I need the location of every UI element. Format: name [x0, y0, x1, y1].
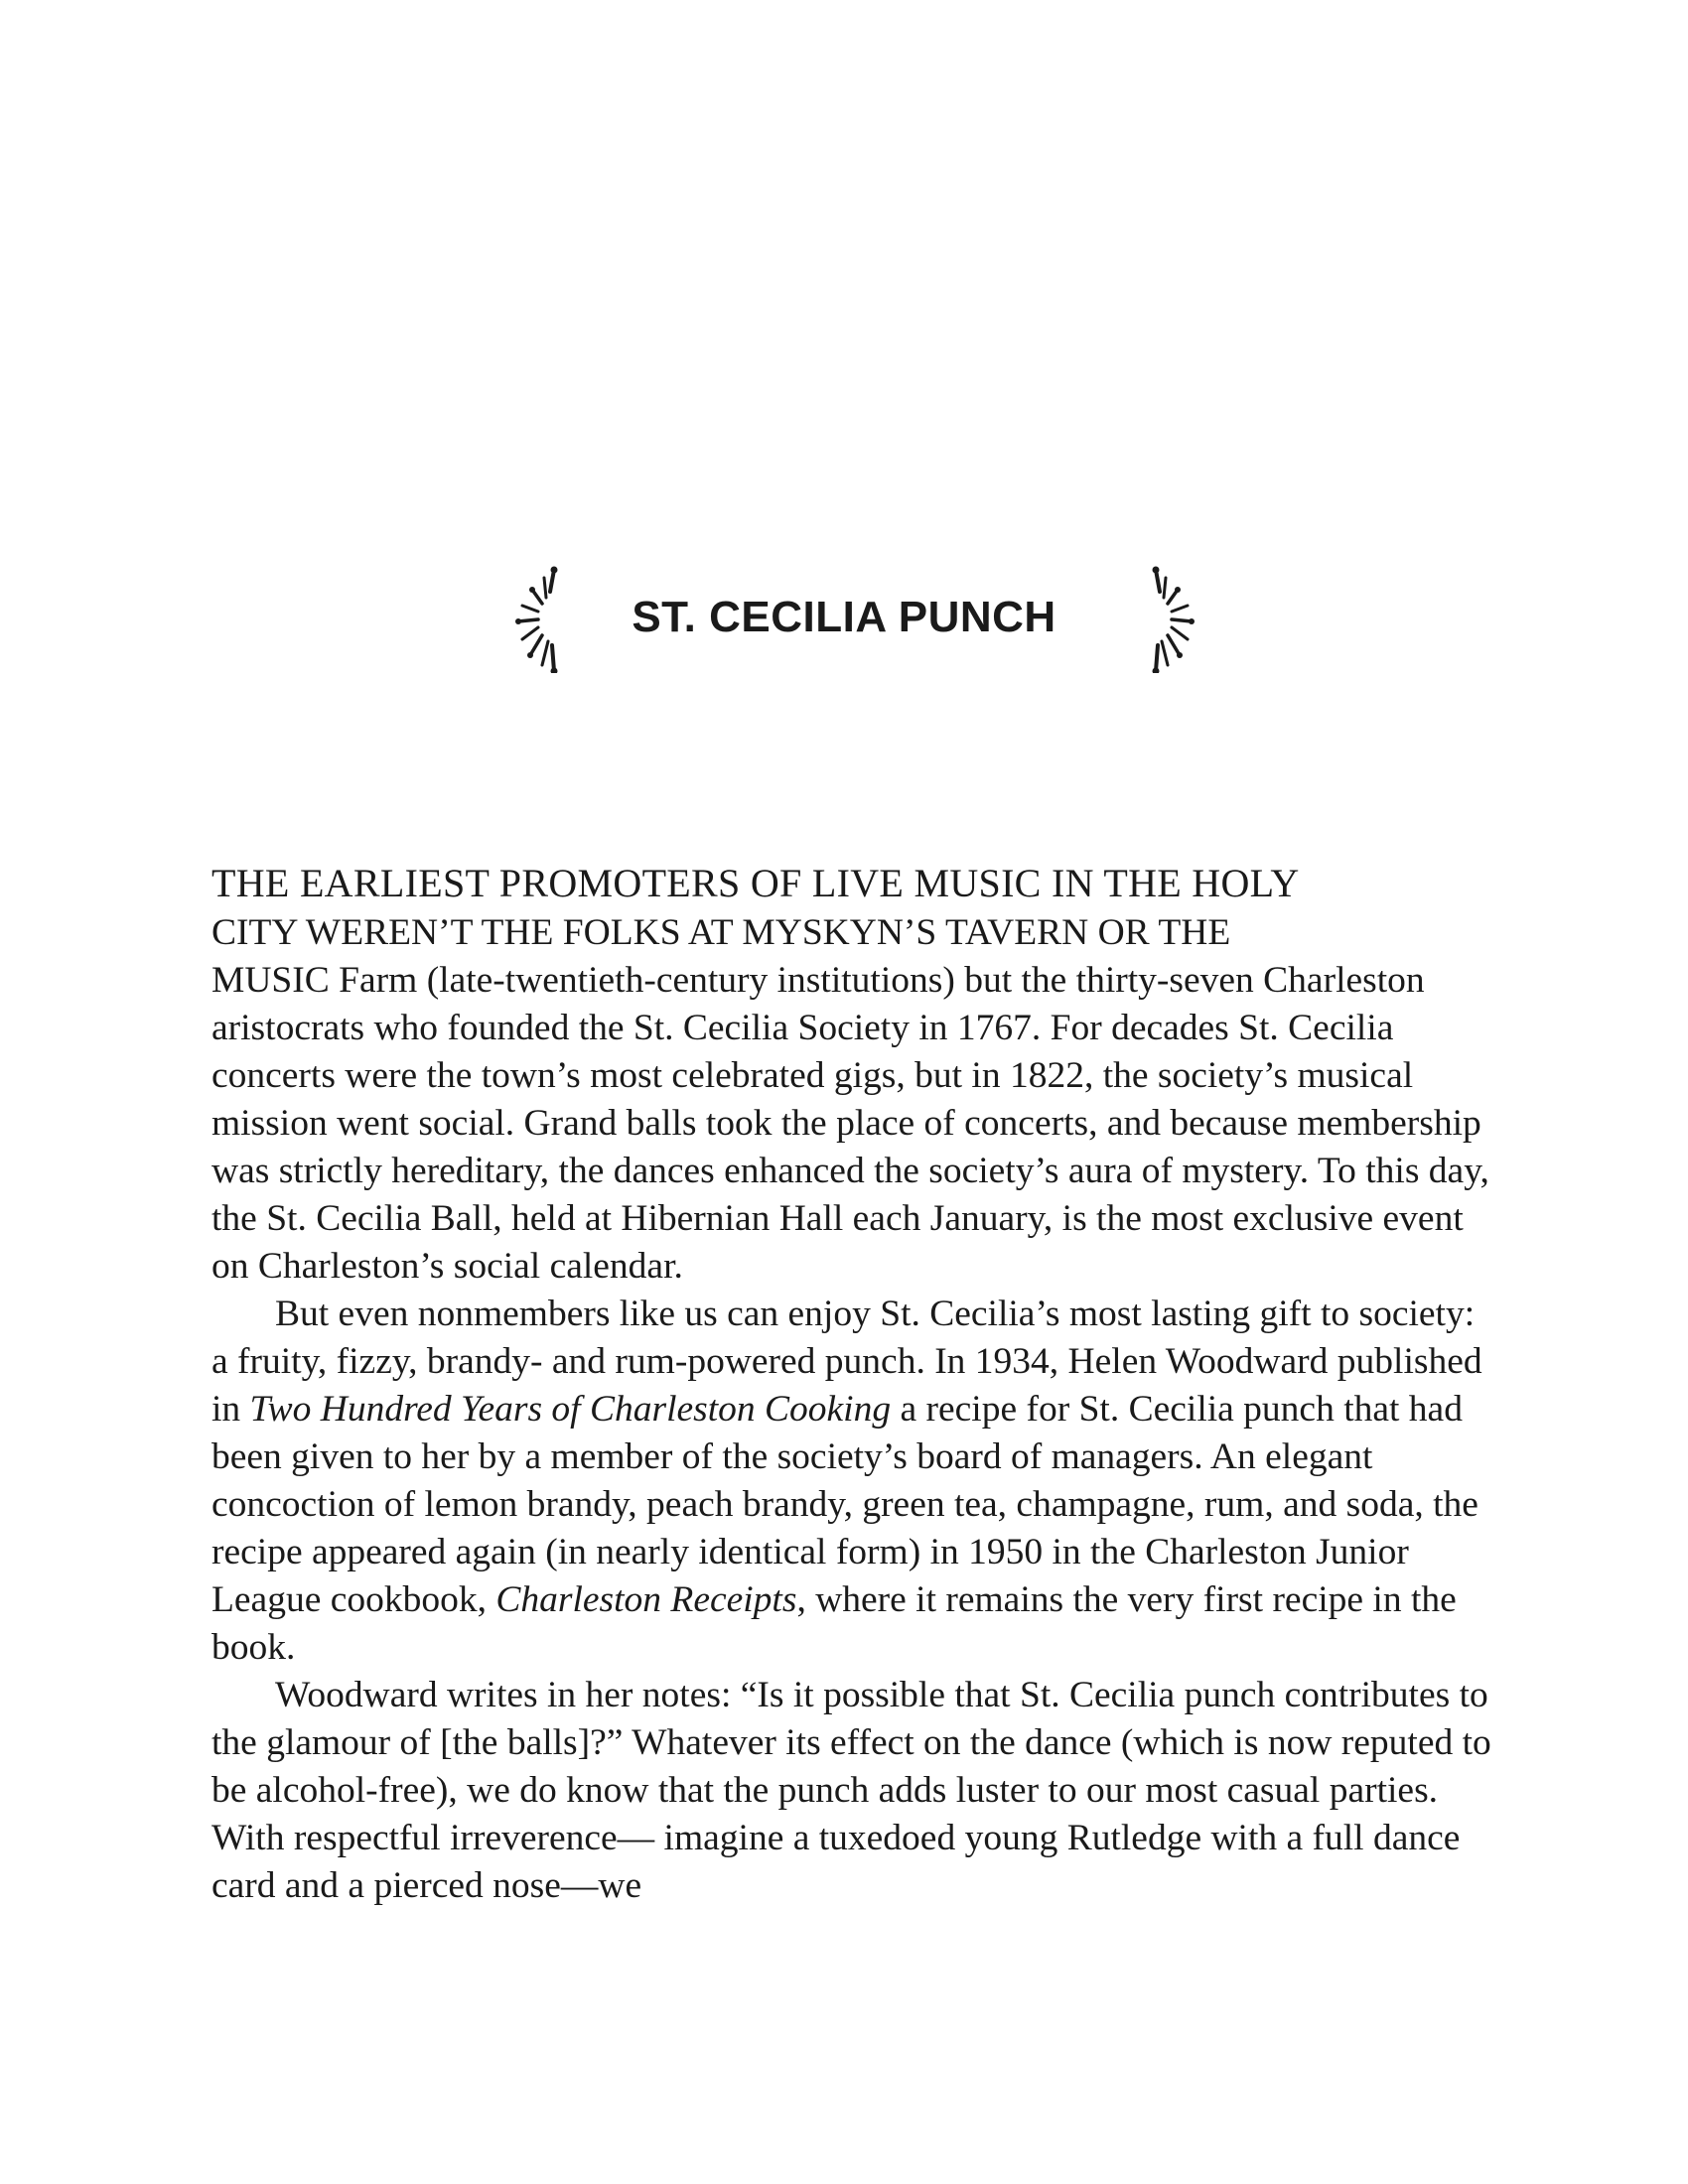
lead-in-caps: THE EARLIEST PROMOTERS OF LIVE MUSIC IN THE HOLY — [211, 861, 1300, 905]
paragraph-1-text: Farm (late-twentieth-century institutions) but the thirty-seven Charleston aristocrats who founded the St. Cecilia Society in 1767. For decades St. Cecilia concerts were the town’s most celebrated gigs, but in 1822, the society’s musical mission went social. Grand balls took the place of concerts, and because membership was strictly hereditary, the dances enhanced the society’s aura of mystery. To this day, the St. Cecilia Ball, held at Hibernian Hall each January, is the most exclusive event on Charleston’s social calendar. — [211, 960, 1489, 1287]
caps-line-3: MUSIC — [211, 960, 330, 1001]
starburst-ornament-icon — [1112, 562, 1201, 673]
paragraph-3 — [211, 1672, 1492, 1910]
book-title-charleston-receipts: Charleston Receipts — [495, 1579, 797, 1620]
starburst-ornament-icon — [508, 562, 598, 673]
paragraph-2 — [211, 1291, 1492, 1672]
chapter-heading — [0, 562, 1688, 673]
paragraph-2-text-c: , where it remains the very first recipe in the book. — [211, 1579, 1457, 1668]
chapter-title: ST. CECILIA PUNCH — [632, 593, 1056, 641]
body-text — [211, 860, 1492, 1910]
paragraph-1 — [211, 860, 1492, 1291]
book-title-two-hundred-years: Two Hundred Years of Charleston Cooking — [249, 1389, 892, 1430]
caps-line-2: CITY WEREN’T THE FOLKS AT MYSKYN’S TAVERN OR THE — [211, 912, 1231, 953]
paragraph-3-text: Woodward writes in her notes: “Is it possible that St. Cecilia punch contributes to the glamour of [the balls]?” Whatever its effect on the dance (which is now reputed to be alcohol-free), we do know that the punch adds luster to our most casual parties. With respectful irreverence— imagine a tuxedoed young Rutledge with a full dance card and a pierced nose—we — [211, 1675, 1491, 1906]
paragraph-2-text-b: a recipe for St. Cecilia punch that had been given to her by a member of the society’s board of managers. An elegant concoction of lemon brandy, peach brandy, green tea, champagne, rum, and soda, the recipe appeared again (in nearly identical form) in 1950 in the Charleston Junior League cookbook, — [211, 1389, 1478, 1620]
paragraph-2-text-a: But even nonmembers like us can enjoy St. Cecilia’s most lasting gift to society: a fruity, fizzy, brandy- and rum-powered punch. In 1934, Helen Woodward published in — [211, 1294, 1482, 1430]
